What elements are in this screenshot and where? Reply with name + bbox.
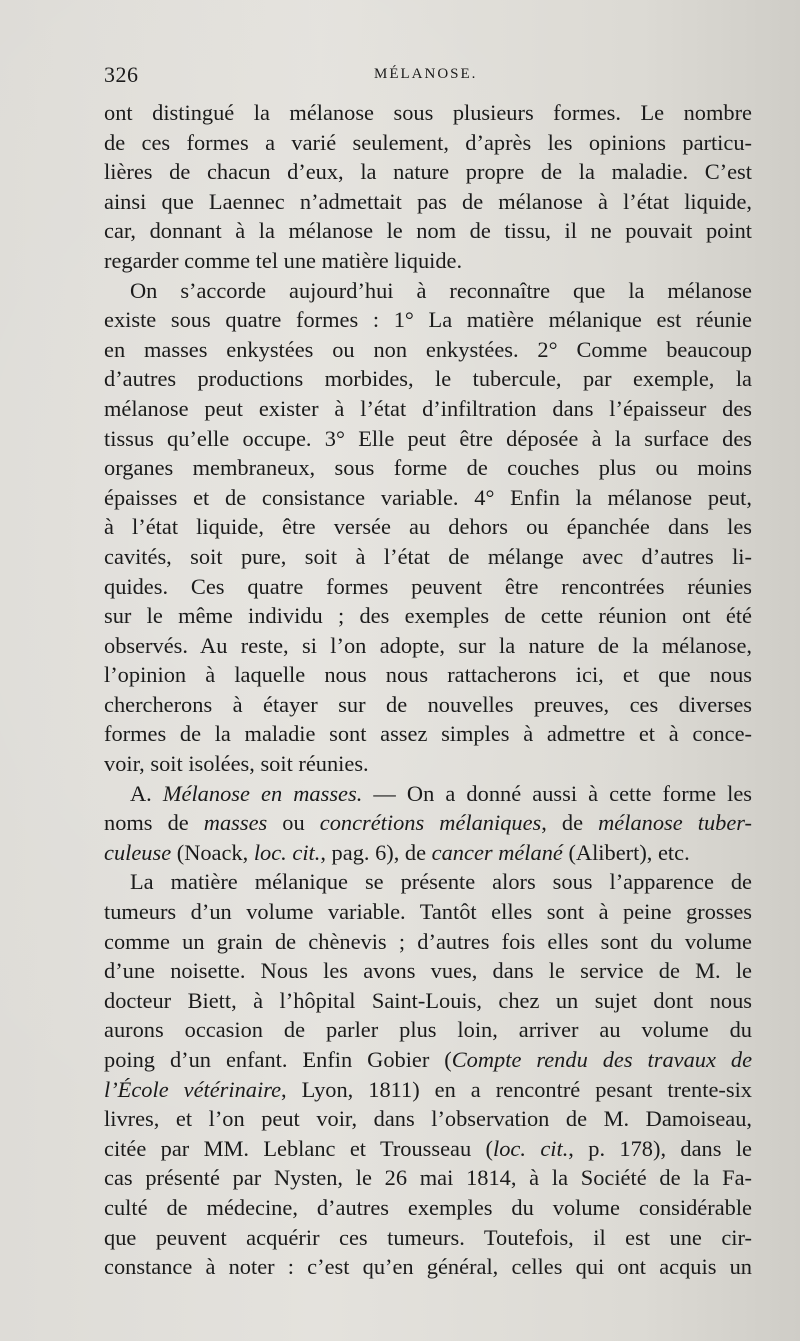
text-line: constance à noter : c’est qu’en général, celles qui ont acquis un — [104, 1254, 752, 1280]
body-text — [104, 98, 752, 1282]
text-line: mélanose peut exister à l’état d’infiltration dans l’épaisseur des — [104, 395, 752, 421]
text-line: noms de masses ou concrétions mélaniques, de mélanose tuber- — [104, 810, 753, 836]
text-line: cas présenté par Nysten, le 26 mai 1814, à la Société de la Fa- — [104, 1165, 752, 1191]
text-line: d’autres productions morbides, le tubercule, par exemple, la — [104, 366, 752, 392]
text-line: tumeurs d’un volume variable. Tantôt elles sont à peine grosses — [104, 899, 752, 925]
text-line: tissus qu’elle occupe. 3° Elle peut être déposée à la surface des — [104, 425, 752, 451]
page-header — [104, 62, 764, 92]
text-line: l’École vétérinaire, Lyon, 1811) en a rencontré pesant trente-six — [104, 1076, 752, 1102]
text-line: livres, et l’on peut voir, dans l’observation de M. Damoiseau, — [104, 1106, 752, 1132]
text-line: aurons occasion de parler plus loin, arriver au volume du — [104, 1017, 752, 1043]
text-line: existe sous quatre formes : 1° La matière mélanique est réunie — [104, 307, 752, 333]
text-line: observés. Au reste, si l’on adopte, sur la nature de la mélanose, — [104, 632, 752, 658]
section-heading: Mélanose en masses. — [162, 780, 363, 806]
text-line: que peuvent acquérir ces tumeurs. Toutefois, il est une cir- — [104, 1224, 752, 1250]
text-line: ainsi que Laennec n’admettait pas de mélanose à l’état liquide, — [104, 188, 752, 214]
text-line: de ces formes a varié seulement, d’après les opinions particu- — [104, 129, 752, 155]
text-line: d’une noisette. Nous les avons vues, dans le service de M. le — [104, 958, 752, 984]
text-line: culeuse (Noack, loc. cit., pag. 6), de cancer mélané (Alibert), etc. — [104, 839, 690, 865]
text-line: car, donnant à la mélanose le nom de tissu, il ne pouvait point — [104, 218, 752, 244]
text-line: en masses enkystées ou non enkystées. 2° Comme beaucoup — [104, 336, 752, 362]
text-line: organes membraneux, sous forme de couches plus ou moins — [104, 455, 752, 481]
text-line: sur le même individu ; des exemples de cette réunion ont été — [104, 603, 752, 629]
text-line: poing d’un enfant. Enfin Gobier (Compte rendu des travaux de — [104, 1047, 753, 1072]
page-number: 326 — [104, 62, 139, 87]
text-line: docteur Biett, à l’hôpital Saint-Louis, chez un sujet dont nous — [104, 987, 752, 1013]
text-line: On s’accorde aujourd’hui à reconnaître que la mélanose — [130, 277, 752, 303]
text-line: culté de médecine, d’autres exemples du volume considérable — [104, 1194, 752, 1220]
section-heading-line: A. Mélanose en masses. — On a donné aussi à cette forme les — [130, 780, 752, 806]
text-line: quides. Ces quatre formes peuvent être rencontrées réunies — [104, 573, 752, 599]
text-line: chercherons à étayer sur de nouvelles preuves, ces diverses — [104, 691, 752, 717]
text-line: épaisses et de consistance variable. 4° Enfin la mélanose peut, — [104, 484, 752, 510]
text-line: l’opinion à laquelle nous nous rattacherons ici, et que nous — [104, 662, 752, 688]
text-line: citée par MM. Leblanc et Trousseau (loc. cit., p. 178), dans le — [104, 1135, 752, 1161]
text-line: cavités, soit pure, soit à l’état de mélange avec d’autres li- — [104, 543, 752, 569]
text-line: comme un grain de chènevis ; d’autres fois elles sont du volume — [104, 928, 752, 954]
text-line: formes de la maladie sont assez simples à admettre et à conce- — [104, 721, 752, 747]
text-line: La matière mélanique se présente alors sous l’apparence de — [130, 869, 752, 895]
text-line: voir, soit isolées, soit réunies. — [104, 751, 369, 777]
text-line: lières de chacun d’eux, la nature propre de la maladie. C’est — [104, 159, 752, 185]
text-line: regarder comme tel une matière liquide. — [104, 247, 463, 273]
text-line: ont distingué la mélanose sous plusieurs formes. Le nombre — [104, 100, 752, 125]
text-line: à l’état liquide, être versée au dehors ou épanchée dans les — [104, 514, 752, 540]
running-title: MÉLANOSE. — [374, 66, 478, 82]
